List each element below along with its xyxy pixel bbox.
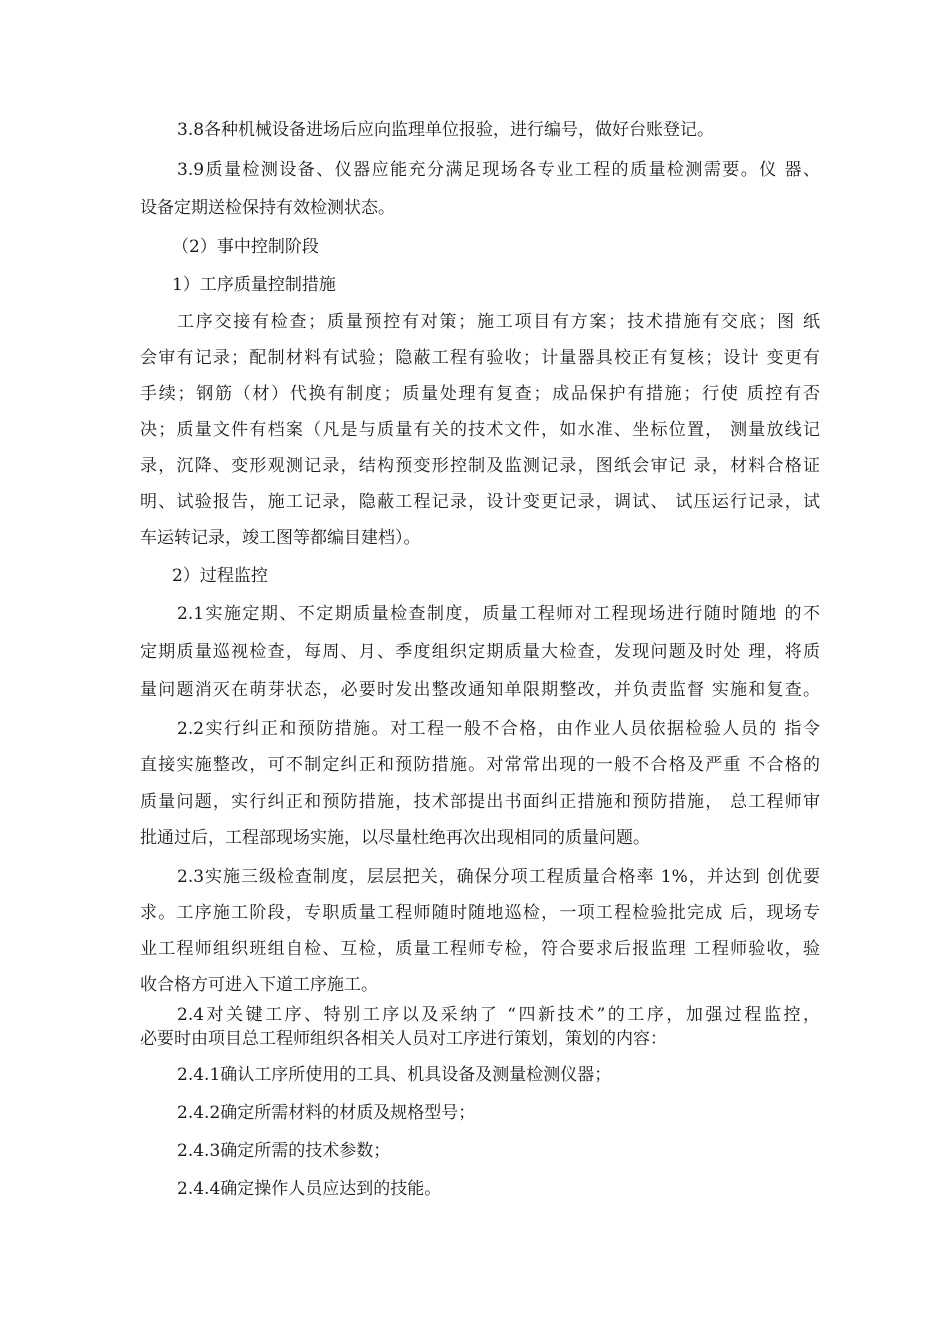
paragraph-process-handover-line-1: 工序交接有检查；质量预控有对策；施工项目有方案；技术措施有交底；图 纸 (177, 312, 820, 332)
paragraph-2-4-line-1: 2.4对关键工序、特别工序以及采纳了 “四新技术”的工序，加强过程监控， (177, 1005, 820, 1025)
list-item-2-4-2: 2.4.2确定所需材料的材质及规格型号； (177, 1103, 476, 1123)
paragraph-2-3-line-3: 业工程师组织班组自检、互检，质量工程师专检，符合要求后报监理 工程师验收，验 (140, 939, 820, 959)
list-item-2-4-1: 2.4.1确认工序所使用的工具、机具设备及测量检测仪器； (177, 1065, 612, 1085)
paragraph-2-3-line-1: 2.3实施三级检查制度，层层把关，确保分项工程质量合格率 1%，并达到 创优要 (177, 867, 820, 887)
paragraph-2-2-line-1: 2.2实行纠正和预防措施。对工程一般不合格，由作业人员依据检验人员的 指令 (177, 719, 820, 739)
paragraph-2-1-line-1: 2.1实施定期、不定期质量检查制度，质量工程师对工程现场进行随时随地 的不 (177, 604, 820, 624)
list-item-2-4-3: 2.4.3确定所需的技术参数； (177, 1141, 391, 1161)
paragraph-3-8: 3.8各种机械设备进场后应向监理单位报验，进行编号，做好台账登记。 (177, 120, 715, 140)
subheading-process-quality-measures: 1）工序质量控制措施 (172, 275, 336, 295)
paragraph-process-handover-line-2: 会审有记录；配制材料有试验；隐蔽工程有验收；计量器具校正有复核；设计 变更有 (140, 348, 820, 368)
paragraph-process-handover-line-4: 决；质量文件有档案（凡是与质量有关的技术文件，如水准、坐标位置， 测量放线记 (140, 420, 820, 440)
paragraph-2-4-line-2: 必要时由项目总工程师组织各相关人员对工序进行策划，策划的内容： (140, 1029, 667, 1049)
paragraph-3-9-line-2: 设备定期送检保持有效检测状态。 (140, 198, 395, 218)
paragraph-3-9-line-1: 3.9质量检测设备、仪器应能充分满足现场各专业工程的质量检测需要。仪 器、 (177, 160, 820, 180)
section-heading-in-process-control: （2）事中控制阶段 (172, 237, 319, 257)
paragraph-process-handover-line-6: 明、试验报告，施工记录，隐蔽工程记录，设计变更记录，调试、 试压运行记录，试 (140, 492, 820, 512)
paragraph-2-3-line-4: 收合格方可进入下道工序施工。 (140, 975, 378, 995)
paragraph-2-2-line-4: 批通过后，工程部现场实施，以尽量杜绝再次出现相同的质量问题。 (140, 828, 650, 848)
paragraph-2-2-line-2: 直接实施整改，可不制定纠正和预防措施。对常常出现的一般不合格及严重 不合格的 (140, 755, 820, 775)
list-item-2-4-4: 2.4.4确定操作人员应达到的技能。 (177, 1179, 442, 1199)
paragraph-process-handover-line-3: 手续；钢筋（材）代换有制度；质量处理有复查；成品保护有措施；行使 质控有否 (140, 384, 820, 404)
paragraph-2-2-line-3: 质量问题，实行纠正和预防措施，技术部提出书面纠正措施和预防措施， 总工程师审 (140, 792, 820, 812)
paragraph-process-handover-line-7: 车运转记录，竣工图等都编目建档）。 (140, 528, 421, 548)
paragraph-2-1-line-2: 定期质量巡视检查，每周、月、季度组织定期质量大检查，发现问题及时处 理，将质 (140, 642, 820, 662)
paragraph-2-3-line-2: 求。工序施工阶段，专职质量工程师随时随地巡检，一项工程检验批完成 后，现场专 (140, 903, 820, 923)
subheading-process-monitoring: 2）过程监控 (172, 566, 268, 586)
paragraph-2-1-line-3: 量问题消灭在萌芽状态，必要时发出整改通知单限期整改，并负责监督 实施和复查。 (140, 680, 820, 700)
paragraph-process-handover-line-5: 录，沉降、变形观测记录，结构预变形控制及监测记录，图纸会审记 录，材料合格证 (140, 456, 820, 476)
